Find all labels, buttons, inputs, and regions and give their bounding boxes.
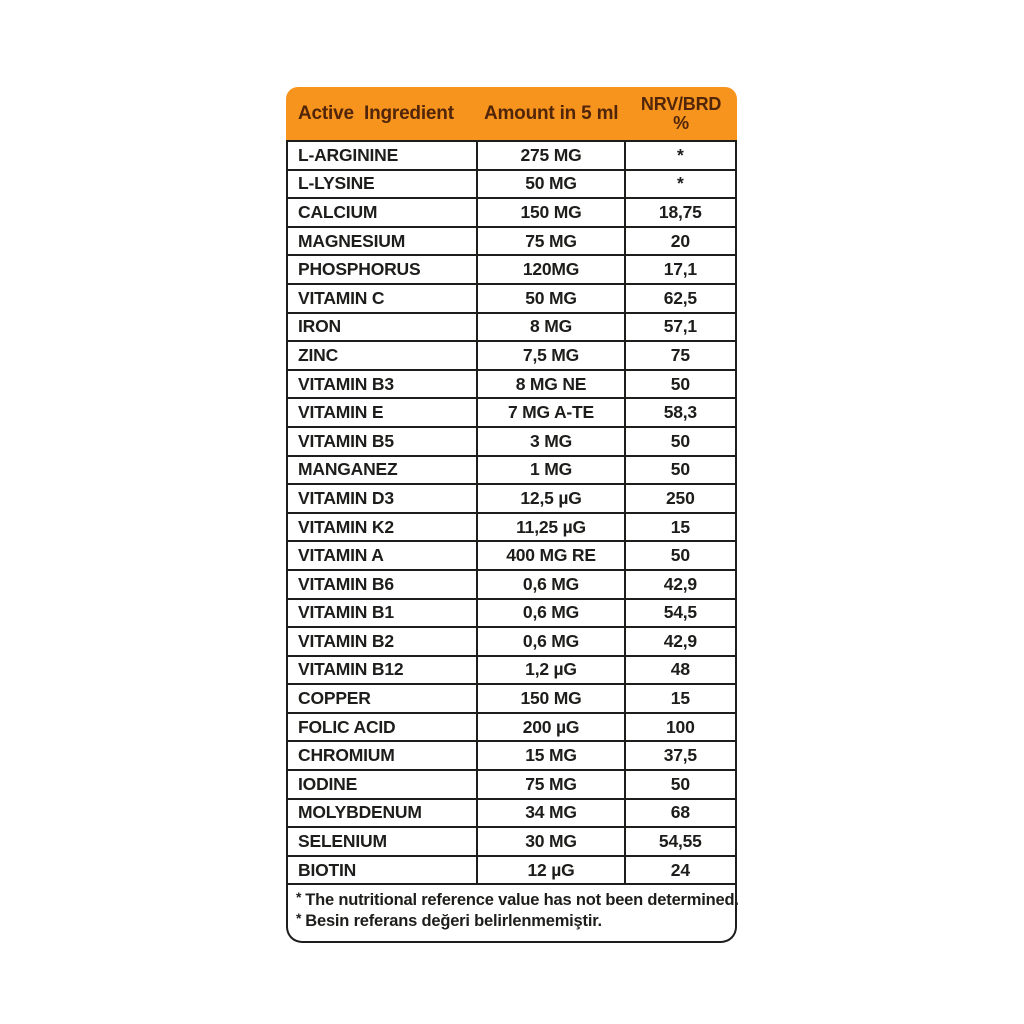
table-row [287,370,736,399]
amount-cell: 15 MG [477,741,624,770]
nutrition-facts-card [286,87,737,943]
ingredient-cell: IODINE [287,770,477,799]
ingredient-cell: L-ARGININE [287,141,477,170]
amount-cell: 200 µG [477,713,624,742]
amount-cell: 12 µG [477,856,624,885]
footnote-english-text: The nutritional reference value has not been determined. [305,891,739,910]
amount-cell: 150 MG [477,198,624,227]
ingredient-cell: BIOTIN [287,856,477,885]
table-row [287,313,736,342]
table-header-row [286,87,737,140]
ingredient-cell: MOLYBDENUM [287,799,477,828]
header-nrv-brd [625,95,737,132]
ingredient-cell: VITAMIN B12 [287,656,477,685]
amount-cell: 0,6 MG [477,570,624,599]
table-row [287,427,736,456]
amount-cell: 8 MG NE [477,370,624,399]
ingredient-cell: VITAMIN B6 [287,570,477,599]
footnote-turkish-text: Besin referans değeri belirlenmemiştir. [305,912,602,931]
nrv-cell: 50 [625,456,736,485]
table-row [287,141,736,170]
amount-cell: 34 MG [477,799,624,828]
table-row [287,398,736,427]
nrv-cell: 17,1 [625,255,736,284]
ingredient-cell: COPPER [287,684,477,713]
amount-cell: 0,6 MG [477,599,624,628]
table-row [287,456,736,485]
table-row [287,627,736,656]
nrv-cell: 54,55 [625,827,736,856]
ingredient-cell: VITAMIN K2 [287,513,477,542]
table-row [287,227,736,256]
amount-cell: 3 MG [477,427,624,456]
nrv-cell: 75 [625,341,736,370]
amount-cell: 12,5 µG [477,484,624,513]
ingredient-cell: FOLIC ACID [287,713,477,742]
nrv-cell: 48 [625,656,736,685]
table-row [287,198,736,227]
table-row [287,170,736,199]
amount-cell: 0,6 MG [477,627,624,656]
nrv-cell: * [625,141,736,170]
header-active-ingredient: Active Ingredient [298,102,454,124]
table-row [287,284,736,313]
amount-cell: 50 MG [477,170,624,199]
table-row [287,656,736,685]
amount-cell: 275 MG [477,141,624,170]
table-row [287,856,736,885]
footnote-english [296,889,739,911]
nrv-cell: 15 [625,513,736,542]
ingredient-cell: VITAMIN A [287,541,477,570]
ingredient-cell: IRON [287,313,477,342]
ingredient-cell: VITAMIN B5 [287,427,477,456]
amount-cell: 120MG [477,255,624,284]
amount-cell: 400 MG RE [477,541,624,570]
amount-cell: 30 MG [477,827,624,856]
table-row [287,684,736,713]
table-row [287,484,736,513]
header-nrv-brd-line2: % [673,112,689,133]
nrv-cell: 54,5 [625,599,736,628]
ingredient-cell: L-LYSINE [287,170,477,199]
table-row [287,713,736,742]
nutrition-table [286,140,737,885]
amount-cell: 8 MG [477,313,624,342]
amount-cell: 75 MG [477,770,624,799]
ingredient-cell: CHROMIUM [287,741,477,770]
nrv-cell: 24 [625,856,736,885]
nrv-cell: 42,9 [625,627,736,656]
ingredient-cell: VITAMIN B1 [287,599,477,628]
amount-cell: 50 MG [477,284,624,313]
amount-cell: 1 MG [477,456,624,485]
ingredient-cell: MAGNESIUM [287,227,477,256]
table-row [287,799,736,828]
ingredient-cell: VITAMIN B2 [287,627,477,656]
table-row [287,770,736,799]
amount-cell: 7,5 MG [477,341,624,370]
ingredient-cell: VITAMIN E [287,398,477,427]
ingredient-cell: VITAMIN D3 [287,484,477,513]
table-row [287,513,736,542]
nrv-cell: * [625,170,736,199]
asterisk-marker: * [296,889,302,906]
header-amount: Amount in 5 ml [483,102,619,124]
nrv-cell: 68 [625,799,736,828]
nrv-cell: 50 [625,770,736,799]
ingredient-cell: SELENIUM [287,827,477,856]
nrv-cell: 50 [625,541,736,570]
nrv-cell: 50 [625,370,736,399]
table-row [287,570,736,599]
nrv-cell: 58,3 [625,398,736,427]
amount-cell: 150 MG [477,684,624,713]
table-row [287,599,736,628]
ingredient-cell: CALCIUM [287,198,477,227]
nrv-cell: 15 [625,684,736,713]
table-row [287,255,736,284]
nutrition-table-body [287,141,736,884]
nrv-cell: 20 [625,227,736,256]
amount-cell: 1,2 µG [477,656,624,685]
header-nrv-brd-line1: NRV/BRD [640,94,722,115]
nrv-cell: 62,5 [625,284,736,313]
nrv-cell: 100 [625,713,736,742]
nrv-cell: 42,9 [625,570,736,599]
nrv-cell: 18,75 [625,198,736,227]
amount-cell: 75 MG [477,227,624,256]
ingredient-cell: VITAMIN C [287,284,477,313]
asterisk-marker: * [296,910,302,927]
nrv-cell: 50 [625,427,736,456]
nrv-cell: 57,1 [625,313,736,342]
footnotes-section [286,885,737,943]
table-row [287,341,736,370]
table-row [287,827,736,856]
ingredient-cell: MANGANEZ [287,456,477,485]
amount-cell: 11,25 µG [477,513,624,542]
amount-cell: 7 MG A-TE [477,398,624,427]
ingredient-cell: VITAMIN B3 [287,370,477,399]
nrv-cell: 37,5 [625,741,736,770]
table-row [287,541,736,570]
footnote-turkish [296,911,727,932]
table-row [287,741,736,770]
ingredient-cell: ZINC [287,341,477,370]
ingredient-cell: PHOSPHORUS [287,255,477,284]
nrv-cell: 250 [625,484,736,513]
